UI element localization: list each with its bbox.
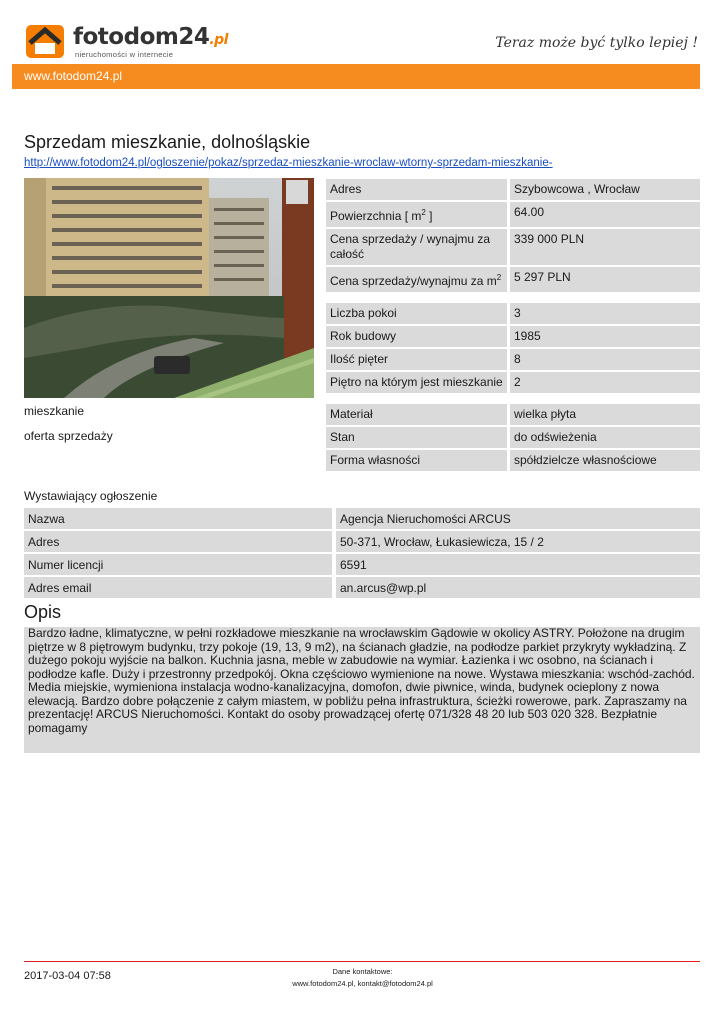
property-label-end: ] (425, 209, 433, 223)
property-row (326, 179, 700, 200)
tagline: Teraz może być tylko lepiej ! (495, 35, 698, 51)
property-row (326, 404, 700, 425)
property-spacer (326, 395, 700, 402)
property-label (326, 450, 507, 471)
property-label-text: Forma własności (330, 453, 421, 467)
agent-value: an.arcus@wp.pl (332, 577, 700, 598)
property-label-text: Materiał (330, 407, 373, 421)
site-url-link[interactable]: www.fotodom24.pl (24, 69, 123, 83)
footer-contact-label: Dane kontaktowe: (332, 967, 393, 976)
property-type: mieszkanie (24, 404, 85, 418)
logo-main: fotodom24 (73, 24, 210, 50)
page-header (0, 0, 724, 62)
agent-label: Adres (24, 531, 332, 552)
property-value: Szybowcowa , Wrocław (507, 179, 700, 200)
property-details-table (326, 177, 700, 473)
property-photo (24, 178, 314, 398)
agent-value: 50-371, Wrocław, Łukasiewicza, 15 / 2 (332, 531, 700, 552)
agent-row (24, 577, 700, 598)
agent-value: 6591 (332, 554, 700, 575)
listing-url-link[interactable]: http://www.fotodom24.pl/ogloszenie/pokaz/sprzedaz-mieszkanie-wroclaw-wtorny-sprzedam-mieszkanie- (24, 157, 553, 169)
property-row (326, 229, 700, 265)
property-row (326, 349, 700, 370)
property-value: 5 297 PLN (507, 267, 700, 292)
property-value: 64.00 (507, 202, 700, 227)
property-value: 1985 (507, 326, 700, 347)
footer-divider (24, 961, 700, 962)
listing-title: Sprzedam mieszkanie, dolnośląskie (24, 132, 311, 152)
property-label (326, 303, 507, 324)
property-row (326, 326, 700, 347)
property-value: 339 000 PLN (507, 229, 700, 265)
property-label (326, 349, 507, 370)
property-label (326, 427, 507, 448)
property-label-text: Powierzchnia [ m (330, 209, 422, 223)
property-label-text: Ilość pięter (330, 352, 389, 366)
property-label-text: Cena sprzedaży/wynajmu za m (330, 274, 497, 288)
agent-section-label: Wystawiający ogłoszenie (24, 489, 158, 503)
agent-label: Numer licencji (24, 554, 332, 575)
logo-subtitle: nieruchomości w internecie (75, 50, 174, 59)
agent-label: Nazwa (24, 508, 332, 529)
property-label-text: Stan (330, 430, 355, 444)
property-value: 2 (507, 372, 700, 393)
agent-row (24, 531, 700, 552)
agent-details-table (24, 506, 700, 600)
site-url-bar (12, 64, 700, 89)
apartment-building-image (24, 178, 314, 398)
property-row (326, 450, 700, 471)
property-label (326, 372, 507, 393)
property-label (326, 179, 507, 200)
property-label-superscript: 2 (496, 273, 502, 282)
property-value: wielka płyta (507, 404, 700, 425)
property-row (326, 202, 700, 227)
property-label-text: Liczba pokoi (330, 306, 397, 320)
offer-type: oferta sprzedaży (24, 429, 113, 443)
property-value: 8 (507, 349, 700, 370)
property-label (326, 326, 507, 347)
property-label-text: Adres (330, 182, 362, 196)
property-label-superscript: 2 (421, 208, 426, 217)
property-value: spółdzielcze własnościowe (507, 450, 700, 471)
agent-label: Adres email (24, 577, 332, 598)
agent-value: Agencja Nieruchomości ARCUS (332, 508, 700, 529)
property-row (326, 303, 700, 324)
property-label (326, 267, 507, 292)
property-label (326, 202, 507, 227)
property-row (326, 267, 700, 292)
house-logo-icon (24, 22, 66, 60)
agent-row (24, 554, 700, 575)
footer-date: 2017-03-04 07:58 (24, 970, 111, 982)
property-label-text: Piętro na którym jest mieszkanie (330, 375, 503, 389)
property-label-text: Cena sprzedaży / wynajmu za całość (330, 232, 491, 261)
property-value: do odświeżenia (507, 427, 700, 448)
property-row (326, 372, 700, 393)
footer-contact (240, 966, 485, 990)
logo-suffix: .pl (209, 32, 228, 48)
description-heading: Opis (24, 602, 62, 622)
description-text: Bardzo ładne, klimatyczne, w pełni rozkładowe mieszkanie na wrocławskim Gądowie w okolicy ASTRY. Położone na drugim piętrze w 8 piętrowym budynku, trzy pokoje (19, 13, 9 m2), na ścianach gładzie, na podłodze parkiet przykryty wykładziną. Z dużego pokoju wyjście na balkon. Kuchnia jasna, meble w zabudowie na wymiar. Łazienka i wc osobno, na ścianach i podłodze kafle. Duży i przestronny przedpokój. Okna częściowo wymienione na nowe. Wystawa mieszkania: wschód-zachód. Media miejskie, wymieniona instalacja wodno-kanalizacyjna, domofon, dwie piwnice, winda, budynek ocieplony z nowa elewacją. Bardzo dobre połączenie z całym miastem, w pobliżu pełna infrastruktura, ścieżki rowerowe, park. Zapraszamy na prezentację! ARCUS Nieruchomości. Kontakt do osoby prowadzącej ofertę 071/328 48 20 lub 503 020 328. Bezpłatnie pomagamy (24, 627, 700, 753)
property-label (326, 404, 507, 425)
property-spacer (326, 294, 700, 301)
property-value: 3 (507, 303, 700, 324)
property-label (326, 229, 507, 265)
footer-contact-info[interactable]: www.fotodom24.pl, kontakt@fotodom24.pl (292, 979, 433, 988)
property-row (326, 427, 700, 448)
agent-row (24, 508, 700, 529)
site-logo[interactable] (73, 24, 228, 50)
property-label-text: Rok budowy (330, 329, 397, 343)
